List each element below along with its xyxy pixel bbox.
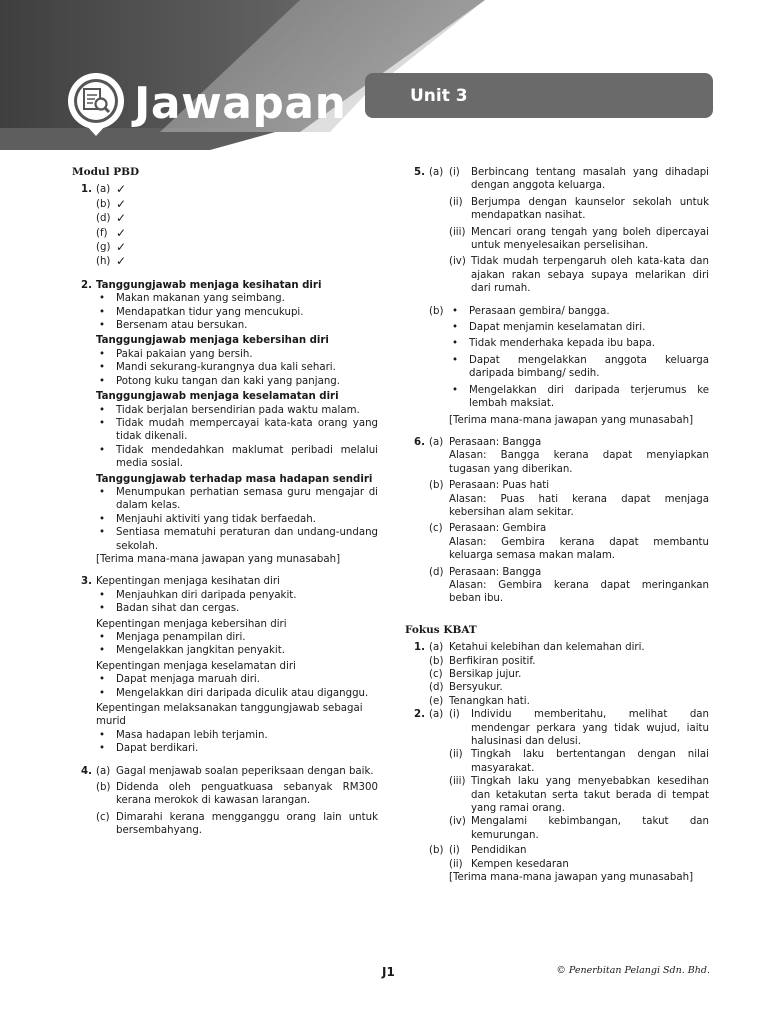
item-text: Gagal menjawab soalan peperiksaan dengan baik. xyxy=(116,765,374,777)
reason-text: Alasan: Gembira kerana dapat meringankan beban ibu. xyxy=(449,579,709,605)
list-item xyxy=(429,436,709,476)
item-label: (b) xyxy=(429,655,444,667)
item-label: (g) xyxy=(96,242,111,254)
sub-label: (i) xyxy=(449,845,460,857)
list-item xyxy=(429,655,709,668)
subheading: Kepentingan menjaga kesihatan diri xyxy=(96,576,280,588)
copyright: © Penerbitan Pelangi Sdn. Bhd. xyxy=(556,965,710,976)
sub-label: (iv) xyxy=(449,256,466,268)
item-label: (b) xyxy=(429,480,444,492)
item-text: Bersyukur. xyxy=(449,682,503,694)
list-item xyxy=(96,765,378,778)
sub-label: (i) xyxy=(449,709,460,721)
question-5 xyxy=(405,166,709,427)
question-2 xyxy=(72,279,378,567)
check-icon: ✓ xyxy=(116,225,127,240)
question-number: 4. xyxy=(81,765,92,777)
answer-note: [Terima mana-mana jawapan yang munasabah] xyxy=(449,872,694,884)
list-item xyxy=(96,183,378,197)
subheading: Tanggungjawab terhadap masa hadapan sendiri xyxy=(96,473,373,485)
sub-item xyxy=(449,775,709,815)
sub-label: (ii) xyxy=(449,749,463,761)
question-number: 2. xyxy=(414,709,425,721)
question-number: 1. xyxy=(81,184,92,196)
bullet-item: • Menjauhi aktiviti yang tidak berfaedah. xyxy=(96,513,378,526)
sub-label: (i) xyxy=(449,167,460,178)
item-label: (a) xyxy=(429,642,444,654)
sub-item xyxy=(449,858,709,871)
part-a xyxy=(429,166,709,296)
sub-label: (ii) xyxy=(449,196,463,208)
list-item xyxy=(96,241,378,255)
item-label: (b) xyxy=(429,845,444,857)
bullet-item: • Dapat mengelakkan anggota keluarga daripada bimbang/ sedih. xyxy=(449,354,709,381)
sub-label: (ii) xyxy=(449,858,463,870)
feeling-text: Perasaan: Bangga xyxy=(449,436,542,448)
question-1 xyxy=(72,183,378,269)
sub-text: Berbincang tentang masalah yang dihadapi dengan anggota keluarga. xyxy=(471,167,709,192)
sub-item xyxy=(449,844,709,857)
list-item xyxy=(96,212,378,226)
item-label: (a) xyxy=(429,167,444,178)
bullet-item: • Dapat berdikari. xyxy=(96,742,378,755)
bullet-item: • Tidak berjalan bersendirian pada waktu malam. xyxy=(96,404,378,417)
sub-text: Pendidikan xyxy=(471,845,527,857)
bullet-item: • Potong kuku tangan dan kaki yang panjang. xyxy=(96,375,378,388)
list-item xyxy=(96,198,378,212)
bullet-item: • Bersenam atau bersukan. xyxy=(96,319,378,332)
bullet-item: • Masa hadapan lebih terjamin. xyxy=(96,729,378,742)
item-label: (e) xyxy=(429,695,444,707)
sub-text: Mengalami kebimbangan, takut dan kemurungan. xyxy=(471,816,709,841)
item-label: (c) xyxy=(429,523,443,535)
bullet-item: • Tidak mendedahkan maklumat peribadi melalui media sosial. xyxy=(96,444,378,471)
question-number: 1. xyxy=(414,642,425,654)
bullet-item: • Mendapatkan tidur yang mencukupi. xyxy=(96,306,378,319)
question-6 xyxy=(405,436,709,606)
left-column xyxy=(72,166,378,838)
bullet-item: • Dapat menjaga maruah diri. xyxy=(96,673,378,686)
item-label: (a) xyxy=(429,436,444,448)
list-item xyxy=(429,681,709,694)
part-b xyxy=(429,305,709,427)
feeling-text: Perasaan: Puas hati xyxy=(449,480,550,492)
page-number: J1 xyxy=(382,965,395,979)
item-label: (a) xyxy=(96,765,111,777)
item-label: (a) xyxy=(429,709,444,721)
kbat-question-2 xyxy=(405,708,709,884)
bullet-item: • Perasaan gembira/ bangga. xyxy=(449,305,709,318)
kbat-question-1 xyxy=(405,641,709,708)
bullet-item: • Menjauhkan diri daripada penyakit. xyxy=(96,589,378,602)
subheading: Tanggungjawab menjaga kebersihan diri xyxy=(96,335,329,347)
sub-text: Berjumpa dengan kaunselor sekolah untuk mendapatkan nasihat. xyxy=(471,196,709,222)
answer-note: [Terima mana-mana jawapan yang munasabah] xyxy=(96,553,341,565)
list-item xyxy=(429,522,709,562)
sub-label: (iii) xyxy=(449,226,466,238)
part-a xyxy=(429,708,709,842)
search-document-icon xyxy=(64,70,128,138)
reason-text: Alasan: Puas hati kerana dapat menjaga kebersihan alam sekitar. xyxy=(449,493,709,518)
list-item xyxy=(429,695,709,708)
item-text: Didenda oleh penguatkuasa sebanyak RM300 kerana merokok di kawasan larangan. xyxy=(116,782,378,807)
part-b xyxy=(429,844,709,884)
bullet-item: • Pakai pakaian yang bersih. xyxy=(96,348,378,361)
sub-label: (iii) xyxy=(449,776,466,788)
bullet-item: • Mengelakkan diri daripada terjerumus ke lembah maksiat. xyxy=(449,384,709,411)
question-3 xyxy=(72,575,378,755)
item-text: Ketahui kelebihan dan kelemahan diri. xyxy=(449,642,645,654)
bullet-item: • Badan sihat dan cergas. xyxy=(96,602,378,615)
question-4 xyxy=(72,765,378,838)
item-label: (b) xyxy=(96,198,111,210)
list-item xyxy=(429,479,709,519)
feeling-text: Perasaan: Gembira xyxy=(449,523,547,535)
list-item xyxy=(429,668,709,681)
bullet-item: • Mengelakkan jangkitan penyakit. xyxy=(96,644,378,657)
subheading: Kepentingan menjaga kebersihan diri xyxy=(96,618,287,630)
sub-item xyxy=(449,196,709,223)
subheading: Tanggungjawab menjaga keselamatan diri xyxy=(96,391,339,403)
sub-item xyxy=(449,815,709,842)
unit-label: Unit 3 xyxy=(410,86,468,106)
item-label: (c) xyxy=(429,669,443,680)
bullet-item: • Tidak mudah mempercayai kata-kata orang yang tidak dikenali. xyxy=(96,417,378,444)
feeling-text: Perasaan: Bangga xyxy=(449,566,542,578)
bullet-item: • Tidak menderhaka kepada ibu bapa. xyxy=(449,337,709,350)
check-icon: ✓ xyxy=(116,196,127,211)
sub-text: Tingkah laku yang menyebabkan kesedihan dan ketakutan serta takut berada di tempat yang ramai orang. xyxy=(471,776,709,815)
subheading: Kepentingan menjaga keselamatan diri xyxy=(96,660,296,672)
reason-text: Alasan: Bangga kerana dapat menyiapkan tugasan yang diberikan. xyxy=(449,450,709,475)
sub-item xyxy=(449,748,709,775)
bullet-item: • Makan makanan yang seimbang. xyxy=(96,292,378,305)
section-heading-modul-pbd: Modul PBD xyxy=(72,166,140,178)
sub-item xyxy=(449,708,709,748)
page-title: Jawapan xyxy=(134,78,347,129)
sub-item xyxy=(449,226,709,253)
item-label: (b) xyxy=(429,305,444,317)
item-label: (b) xyxy=(96,782,111,794)
item-text: Dimarahi kerana mengganggu orang lain untuk bersembahyang. xyxy=(116,811,378,837)
question-number: 2. xyxy=(81,279,92,291)
sub-item xyxy=(449,255,709,295)
bullet-item: • Menjaga penampilan diri. xyxy=(96,631,378,644)
question-number: 5. xyxy=(414,167,425,178)
sub-item xyxy=(449,166,709,193)
answer-note: [Terima mana-mana jawapan yang munasabah] xyxy=(449,414,694,426)
check-icon: ✓ xyxy=(116,211,127,226)
question-number: 6. xyxy=(414,436,425,448)
right-column xyxy=(405,166,709,885)
sub-label: (iv) xyxy=(449,816,466,828)
item-label: (d) xyxy=(429,682,444,694)
bullet-item: • Menumpukan perhatian semasa guru mengajar di dalam kelas. xyxy=(96,486,378,513)
sub-text: Tidak mudah terpengaruh oleh kata-kata dan ajakan rakan sebaya supaya melarikan diri dari rumah. xyxy=(471,256,709,295)
list-item xyxy=(96,811,378,838)
check-icon: ✓ xyxy=(116,240,127,255)
list-item xyxy=(96,255,378,269)
sub-text: Mencari orang tengah yang boleh dipercayai untuk menyelesaikan perselisihan. xyxy=(471,226,709,252)
item-label: (d) xyxy=(96,213,111,225)
check-icon: ✓ xyxy=(116,182,127,197)
sub-text: Individu memberitahu, melihat dan mendengar perkara yang tidak wujud, iaitu halusinasi dan delusi. xyxy=(471,709,709,748)
item-label: (d) xyxy=(429,566,444,578)
bullet-item: • Mandi sekurang-kurangnya dua kali sehari. xyxy=(96,361,378,374)
list-item xyxy=(96,227,378,241)
question-number: 3. xyxy=(81,576,92,588)
list-item xyxy=(429,641,709,654)
sub-text: Kempen kesedaran xyxy=(471,858,569,870)
list-item xyxy=(96,781,378,808)
item-label: (f) xyxy=(96,227,108,239)
check-icon: ✓ xyxy=(116,254,127,269)
section-heading-fokus-kbat: Fokus KBAT xyxy=(405,623,477,636)
bullet-item: • Dapat menjamin keselamatan diri. xyxy=(449,321,709,334)
bullet-item: • Mengelakkan diri daripada diculik atau diganggu. xyxy=(96,687,378,700)
item-label: (a) xyxy=(96,184,111,196)
item-label: (c) xyxy=(96,811,110,823)
bullet-item: • Sentiasa mematuhi peraturan dan undang-undang sekolah. xyxy=(96,526,378,553)
list-item xyxy=(429,566,709,606)
subheading: Kepentingan melaksanakan tanggungjawab sebagai murid xyxy=(96,703,363,728)
item-label: (h) xyxy=(96,256,111,268)
subheading: Tanggungjawab menjaga kesihatan diri xyxy=(96,279,322,291)
item-text: Berfikiran positif. xyxy=(449,655,536,667)
sub-text: Tingkah laku bertentangan dengan nilai masyarakat. xyxy=(471,749,709,774)
item-text: Tenangkan hati. xyxy=(449,695,530,707)
page-header xyxy=(0,0,768,150)
reason-text: Alasan: Gembira kerana dapat membantu keluarga semasa makan malam. xyxy=(449,536,709,562)
item-text: Bersikap jujur. xyxy=(449,669,522,680)
